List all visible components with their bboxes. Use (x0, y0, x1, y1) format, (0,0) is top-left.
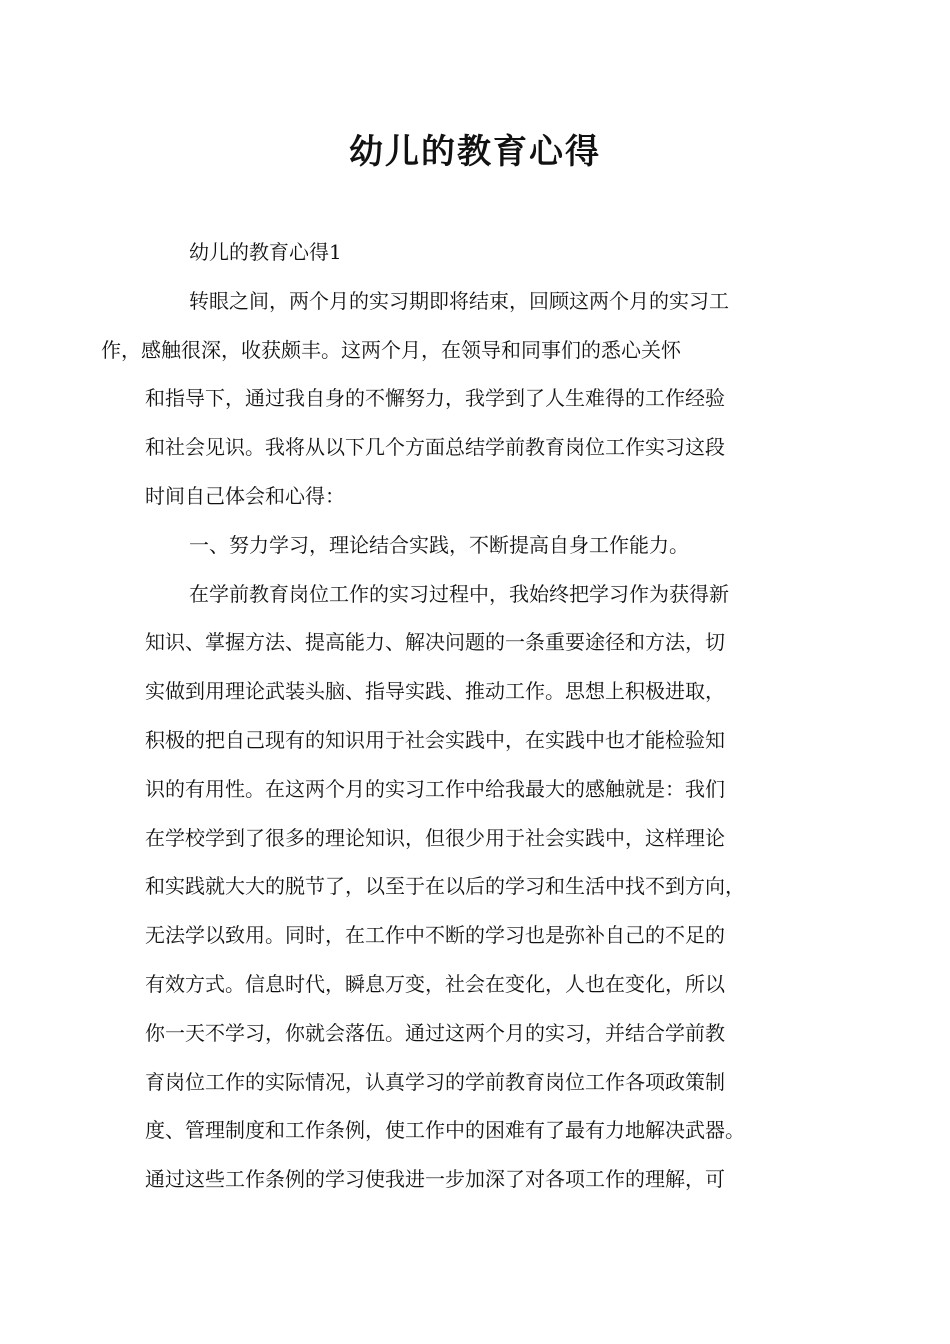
text-line: 无法学以致用。同时，在工作中不断的学习也是弥补自己的不足的 (145, 923, 725, 948)
text-line: 积极的把自己现有的知识用于社会实践中，在实践中也才能检验知 (145, 727, 725, 752)
text-line: 知识、掌握方法、提高能力、解决问题的一条重要途径和方法，切 (145, 630, 725, 655)
point-heading (145, 521, 810, 570)
section-heading (145, 228, 810, 277)
text-line: 一、努力学习，理论结合实践，不断提高自身工作能力。 (189, 532, 689, 557)
text-line: 时间自己体会和心得： (145, 483, 345, 508)
text-line: 作，感触很深，收获颇丰。这两个月，在领导和同事们的悉心关怀 (101, 337, 681, 362)
text-line: 和社会见识。我将从以下几个方面总结学前教育岗位工作实习这段 (145, 435, 725, 460)
document-body (101, 228, 810, 1204)
text-line: 幼儿的教育心得1 (189, 240, 342, 264)
text-line: 识的有用性。在这两个月的实习工作中给我最大的感触就是：我们 (145, 776, 725, 801)
text-line: 有效方式。信息时代，瞬息万变，社会在变化，人也在变化，所以 (145, 971, 725, 996)
text-line: 实做到用理论武装头脑、指导实践、推动工作。思想上积极进取， (145, 679, 725, 704)
body-paragraph (145, 570, 810, 1204)
text-line: 你一天不学习，你就会落伍。通过这两个月的实习，并结合学前教 (145, 1020, 725, 1045)
text-line: 和指导下，通过我自身的不懈努力，我学到了人生难得的工作经验 (145, 386, 725, 411)
document-title: 幼儿的教育心得 (349, 132, 601, 172)
text-line: 和实践就大大的脱节了，以至于在以后的学习和生活中找不到方向， (145, 874, 745, 899)
text-line: 转眼之间，两个月的实习期即将结束，回顾这两个月的实习工 (189, 288, 729, 313)
intro-paragraph (101, 277, 810, 521)
text-line: 通过这些工作条例的学习使我进一步加深了对各项工作的理解，可 (145, 1167, 725, 1192)
text-line: 在学前教育岗位工作的实习过程中，我始终把学习作为获得新 (189, 581, 729, 606)
text-line: 度、管理制度和工作条例，使工作中的困难有了最有力地解决武器。 (145, 1118, 745, 1143)
text-line: 育岗位工作的实际情况，认真学习的学前教育岗位工作各项政策制 (145, 1069, 725, 1094)
text-line: 在学校学到了很多的理论知识，但很少用于社会实践中，这样理论 (145, 825, 725, 850)
